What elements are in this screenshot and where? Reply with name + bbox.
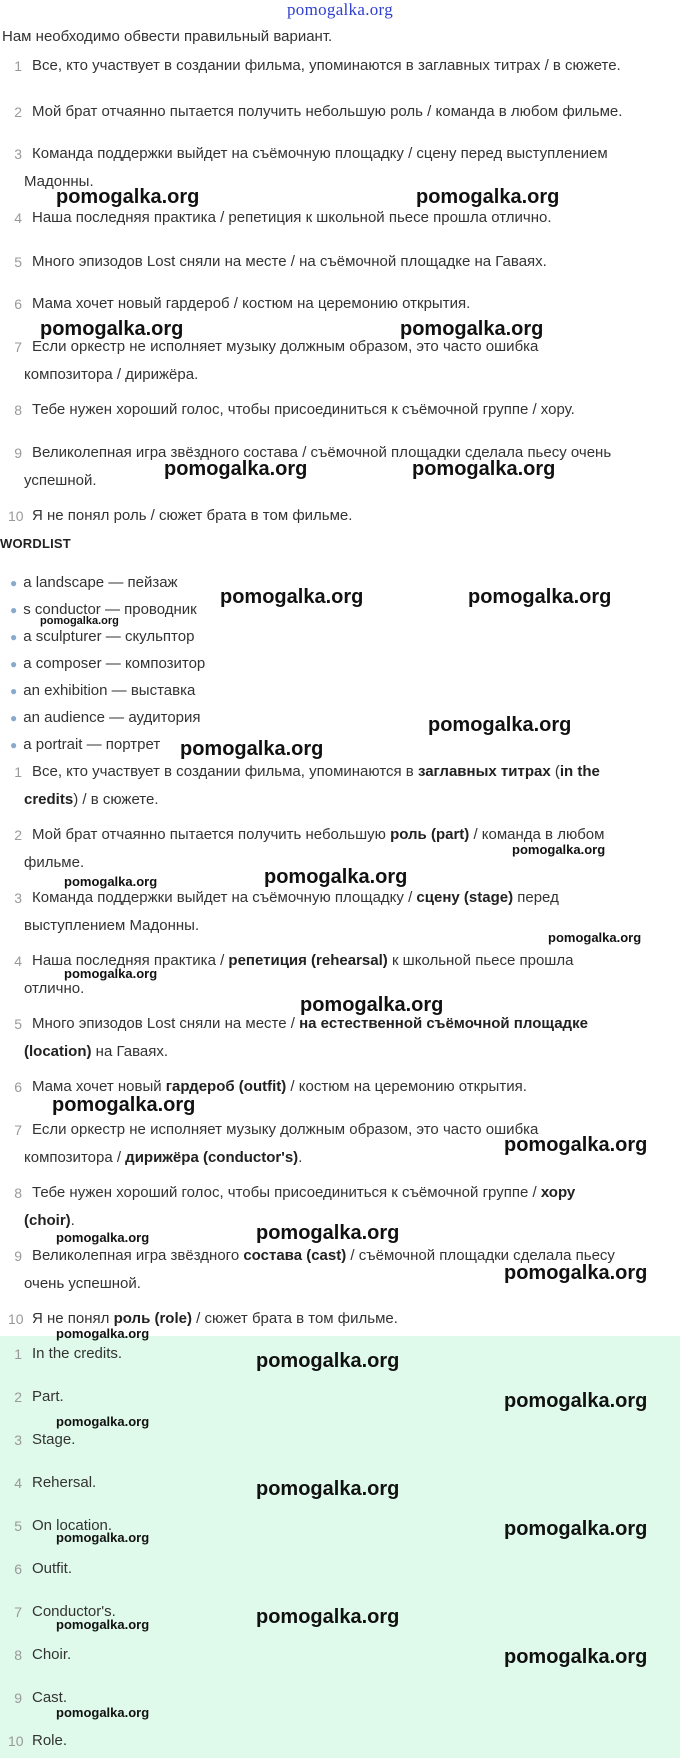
item-number: 7	[14, 339, 22, 355]
item-text: Если оркестр не исполняет музыку должным образом, это часто ошибка	[32, 1121, 539, 1138]
item-number: 9	[14, 1690, 22, 1706]
item-number: 8	[14, 1647, 22, 1663]
item-text: Тебе нужен хороший голос, чтобы присоединиться к съёмочной группе / хору	[32, 1184, 576, 1201]
watermark: pomogalka.org	[40, 318, 184, 340]
watermark: pomogalka.org	[264, 866, 408, 888]
item-number: 6	[14, 1079, 22, 1095]
watermark: pomogalka.org	[56, 1705, 150, 1720]
item-number: 1	[14, 58, 22, 74]
item-text: Тебе нужен хороший голос, чтобы присоединиться к съёмочной группе / хору.	[32, 401, 575, 418]
item-text: Много эпизодов Lost сняли на месте / на естественной съёмочной площадке	[32, 1015, 588, 1032]
item-text: Великолепная игра звёздного состава / съёмочной площадки сделала пьесу очень	[32, 444, 612, 461]
item-text-line2: очень успешной.	[24, 1275, 141, 1292]
item-text: Все, кто участвует в создании фильма, упоминаются в заглавных титрах (in the	[32, 763, 600, 780]
wordlist-item: ● s conductor — проводник	[10, 601, 197, 618]
bullet-icon: ●	[10, 630, 18, 644]
item-number: 9	[14, 1248, 22, 1264]
item-text-line2: успешной.	[24, 472, 97, 489]
item-text: Я не понял роль / сюжет брата в том фильме.	[32, 507, 353, 524]
item-number: 6	[14, 296, 22, 312]
item-number: 1	[14, 764, 22, 780]
item-number: 9	[14, 445, 22, 461]
item-text: Много эпизодов Lost сняли на месте / на съёмочной площадке на Гаваях.	[32, 253, 547, 270]
item-text: Conductor's.	[32, 1603, 116, 1620]
item-text: Мама хочет новый гардероб (outfit) / костюм на церемонию открытия.	[32, 1078, 527, 1095]
wordlist-item: ● a sculpturer — скульптор	[10, 628, 195, 645]
watermark: pomogalka.org	[180, 738, 324, 760]
item-text: Команда поддержки выйдет на съёмочную площадку / сцену (stage) перед	[32, 889, 559, 906]
watermark: pomogalka.org	[164, 458, 308, 480]
item-text-line2: композитора / дирижёра.	[24, 366, 199, 383]
task-intro: Нам необходимо обвести правильный вариант.	[2, 28, 333, 45]
item-text: Cast.	[32, 1689, 68, 1706]
item-text: Role.	[32, 1732, 68, 1749]
bullet-icon: ●	[10, 711, 18, 725]
watermark: pomogalka.org	[56, 1230, 150, 1245]
item-number: 7	[14, 1122, 22, 1138]
watermark: pomogalka.org	[256, 1222, 400, 1244]
watermark: pomogalka.org	[512, 842, 606, 857]
item-number: 5	[14, 1016, 22, 1032]
watermark: pomogalka.org	[56, 1617, 150, 1632]
watermark: pomogalka.org	[468, 586, 612, 608]
item-text: Наша последняя практика / репетиция (rehearsal) к школьной пьесе прошла	[32, 952, 574, 969]
watermark: pomogalka.org	[256, 1478, 400, 1500]
item-number: 4	[14, 1475, 22, 1491]
item-text: Stage.	[32, 1431, 76, 1448]
item-text-line2: credits) / в сюжете.	[24, 791, 159, 808]
bullet-icon: ●	[10, 684, 18, 698]
item-number: 10	[8, 1311, 24, 1327]
item-text: Мой брат отчаянно пытается получить небольшую роль (part) / команда в любом	[32, 826, 605, 843]
item-text-line2: композитора / дирижёра (conductor's).	[24, 1149, 303, 1166]
watermark: pomogalka.org	[256, 1606, 400, 1628]
item-number: 4	[14, 953, 22, 969]
watermark: pomogalka.org	[504, 1390, 648, 1412]
watermark: pomogalka.org	[56, 1326, 150, 1341]
item-text: Choir.	[32, 1646, 72, 1663]
item-number: 8	[14, 1185, 22, 1201]
item-text: Part.	[32, 1388, 64, 1405]
bullet-icon: ●	[10, 657, 18, 671]
item-number: 5	[14, 254, 22, 270]
bullet-icon: ●	[10, 738, 18, 752]
item-text: Наша последняя практика / репетиция к школьной пьесе прошла отлично.	[32, 209, 552, 226]
item-number: 2	[14, 1389, 22, 1405]
wordlist-item: ● a portrait — портрет	[10, 736, 161, 753]
watermark: pomogalka.org	[56, 186, 200, 208]
watermark: pomogalka.org	[56, 1530, 150, 1545]
watermark: pomogalka.org	[504, 1518, 648, 1540]
watermark: pomogalka.org	[504, 1646, 648, 1668]
watermark: pomogalka.org	[504, 1262, 648, 1284]
item-text: Я не понял роль (role) / сюжет брата в том фильме.	[32, 1310, 398, 1327]
watermark: pomogalka.org	[64, 966, 158, 981]
watermark: pomogalka.org	[52, 1094, 196, 1116]
item-number: 3	[14, 146, 22, 162]
item-text: In the credits.	[32, 1345, 123, 1362]
item-text: Rehersal.	[32, 1474, 97, 1491]
item-number: 10	[8, 1733, 24, 1749]
item-text-line2: выступлением Мадонны.	[24, 917, 200, 934]
bullet-icon: ●	[10, 603, 18, 617]
watermark: pomogalka.org	[548, 930, 642, 945]
watermark: pomogalka.org	[220, 586, 364, 608]
item-number: 1	[14, 1346, 22, 1362]
item-number: 4	[14, 210, 22, 226]
item-text: Команда поддержки выйдет на съёмочную площадку / сцену перед выступлением	[32, 145, 608, 162]
item-text-line2: (location) на Гаваях.	[24, 1043, 169, 1060]
item-text: Outfit.	[32, 1560, 73, 1577]
item-text: Мама хочет новый гардероб / костюм на церемонию открытия.	[32, 295, 471, 312]
item-text-line2: Мадонны.	[24, 173, 94, 190]
item-text: Все, кто участвует в создании фильма, упоминаются в заглавных титрах / в сюжете.	[32, 57, 621, 74]
watermark: pomogalka.org	[56, 1414, 150, 1429]
watermark: pomogalka.org	[64, 874, 158, 889]
watermark: pomogalka.org	[416, 186, 560, 208]
wordlist-item: ● a composer — композитор	[10, 655, 206, 672]
wordlist-item: ● an exhibition — выставка	[10, 682, 196, 699]
item-text-line2: (choir).	[24, 1212, 75, 1229]
item-number: 10	[8, 508, 24, 524]
watermark: pomogalka.org	[504, 1134, 648, 1156]
watermark: pomogalka.org	[300, 994, 444, 1016]
watermark: pomogalka.org	[428, 714, 572, 736]
item-number: 3	[14, 890, 22, 906]
wordlist-item: ● an audience — аудитория	[10, 709, 201, 726]
item-number: 8	[14, 402, 22, 418]
watermark: pomogalka.org	[40, 615, 119, 627]
item-number: 5	[14, 1518, 22, 1534]
wordlist-title: WORDLIST	[0, 536, 71, 551]
item-number: 2	[14, 104, 22, 120]
item-text: Если оркестр не исполняет музыку должным образом, это часто ошибка	[32, 338, 539, 355]
item-text: On location.	[32, 1517, 113, 1534]
item-number: 6	[14, 1561, 22, 1577]
item-text: Великолепная игра звёздного состава (cast) / съёмочной площадки сделала пьесу	[32, 1247, 615, 1264]
watermark: pomogalka.org	[400, 318, 544, 340]
site-header-link[interactable]: pomogalka.org	[286, 0, 394, 19]
item-text-line2: отлично.	[24, 980, 85, 997]
item-text-line2: фильме.	[24, 854, 85, 871]
item-number: 3	[14, 1432, 22, 1448]
watermark: pomogalka.org	[256, 1350, 400, 1372]
item-text: Мой брат отчаянно пытается получить небольшую роль / команда в любом фильме.	[32, 103, 623, 120]
wordlist-item: ● a landscape — пейзаж	[10, 574, 178, 591]
item-number: 2	[14, 827, 22, 843]
item-number: 7	[14, 1604, 22, 1620]
bullet-icon: ●	[10, 576, 18, 590]
watermark: pomogalka.org	[412, 458, 556, 480]
